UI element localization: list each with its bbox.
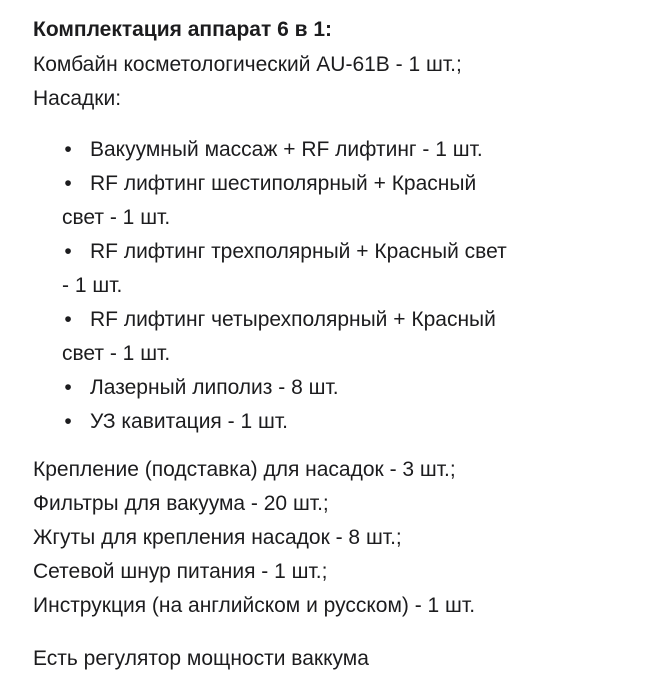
bullet-icon: • <box>64 376 72 399</box>
list-item-text: RF лифтинг четырехполярный + Красный <box>90 308 496 331</box>
bullet-icon: • <box>64 138 72 161</box>
bullet-icon: • <box>64 308 72 331</box>
list-item-text-continued: свет - 1 шт. <box>62 342 171 365</box>
list-item-text-continued: свет - 1 шт. <box>62 206 171 229</box>
list-item-text: УЗ кавитация - 1 шт. <box>90 410 288 433</box>
bullet-icon: • <box>64 172 72 195</box>
list-item-text: RF лифтинг трехполярный + Красный свет <box>90 240 507 263</box>
list-item-text-continued: - 1 шт. <box>62 274 123 297</box>
extras-line: Инструкция (на английском и русском) - 1 шт. <box>33 594 476 617</box>
extras-line: Жгуты для крепления насадок - 8 шт.; <box>33 526 402 549</box>
extras-line: Фильтры для вакуума - 20 шт.; <box>33 492 329 515</box>
list-item-text: RF лифтинг шестиполярный + Красный <box>90 172 477 195</box>
bullet-icon: • <box>64 410 72 433</box>
list-item-text: Вакуумный массаж + RF лифтинг - 1 шт. <box>90 138 483 161</box>
attachments-heading: Насадки: <box>33 87 122 110</box>
main-unit-line: Комбайн косметологический AU-61B - 1 шт.; <box>33 53 462 76</box>
section-title: Комплектация аппарат 6 в 1: <box>33 18 332 41</box>
note-text: Есть регулятор мощности ваккума <box>33 647 369 670</box>
bullet-icon: • <box>64 240 72 263</box>
extras-line: Крепление (подставка) для насадок - 3 шт.; <box>33 458 456 481</box>
list-item-text: Лазерный липолиз - 8 шт. <box>90 376 339 399</box>
extras-line: Сетевой шнур питания - 1 шт.; <box>33 560 328 583</box>
